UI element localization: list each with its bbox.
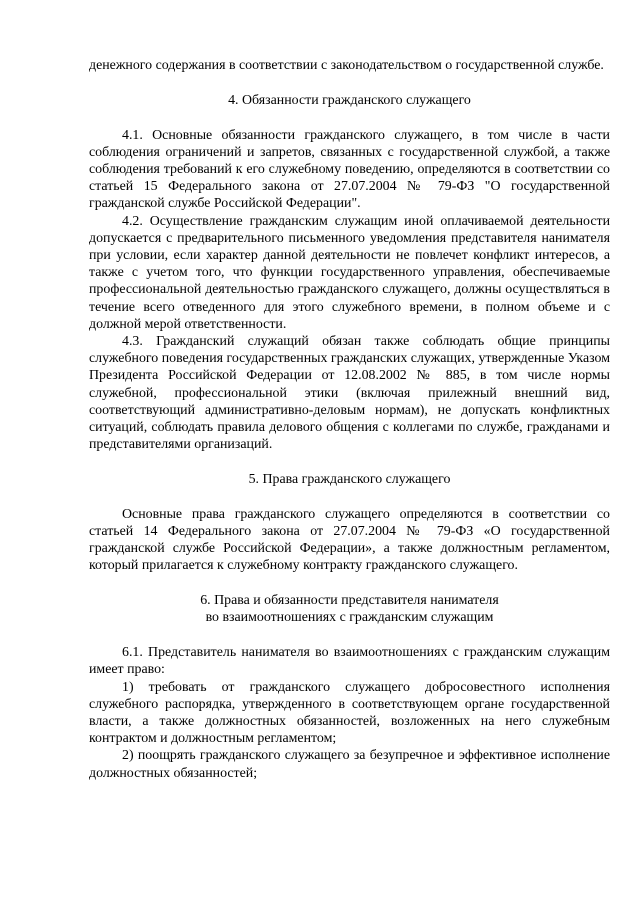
section-5-heading: 5. Права гражданского служащего [248, 472, 451, 488]
continuation-paragraph: денежного содержания в соответствии с законодательством о государственной службе. [89, 58, 604, 73]
paragraph-6-1-item-1: 1) требовать от гражданского служащего добросовестного исполнения служебного распорядка, утвержденного в соответствующем органе государственной власти, а также должностных обязанностей, возложенных на него служебным контрактом и должностным регламентом; [89, 679, 610, 747]
paragraph-5-1: Основные права гражданского служащего определяются в соответствии со статьей 14 Федерального закона от 27.07.2004 № 79-ФЗ «О государственной гражданской службе Российской Федерации», а также должностным регламентом, который прилагается к служебному контракту гражданского служащего. [89, 506, 610, 574]
section-4-heading: 4. Обязанности гражданского служащего [228, 92, 471, 108]
section-6-heading [89, 592, 610, 626]
paragraph-6-1: 6.1. Представитель нанимателя во взаимоотношениях с гражданским служащим имеет право: [89, 645, 610, 678]
section-6-heading-line-1: 6. Права и обязанности представителя нанимателя [200, 593, 499, 609]
paragraph-6-1-item-2: 2) поощрять гражданского служащего за безупречное и эффективное исполнение должностных обязанностей; [89, 748, 610, 781]
paragraph-4-1: 4.1. Основные обязанности гражданского служащего, в том числе в части соблюдения ограничений и запретов, связанных с государственной службой, а также соблюдения требований к его служебному поведению, определяются в соответствии со статьей 15 Федерального закона от 27.07.2004 № 79-ФЗ "О государственной гражданской службе Российской Федерации". [89, 127, 610, 212]
document-body [89, 57, 610, 782]
paragraph-4-3: 4.3. Гражданский служащий обязан также соблюдать общие принципы служебного поведения государственных гражданских служащих, утвержденные Указом Президента Российской Федерации от 12.08.2002 № 885, в том числе нормы служебной, профессиональной этики (включая прилежный внешний вид, соответствующий административно-деловым нормам), не допускать конфликтных ситуаций, соблюдать правила делового общения с коллегами по службе, гражданами и представителями организаций. [89, 334, 610, 453]
paragraph-4-2: 4.2. Осуществление гражданским служащим иной оплачиваемой деятельности допускается с предварительного письменного уведомления представителя нанимателя при условии, если характер данной деятельности не повлечет конфликт интересов, а также с учетом того, что функции государственного управления, обеспечиваемые профессиональной деятельностью гражданского служащего, должны осуществляться в течение всего отведенного для этого служебного времени, в полном объеме и с должной мерой ответственности. [89, 213, 610, 332]
section-6-heading-line-2: во взаимоотношениях с гражданским служащим [205, 610, 494, 626]
